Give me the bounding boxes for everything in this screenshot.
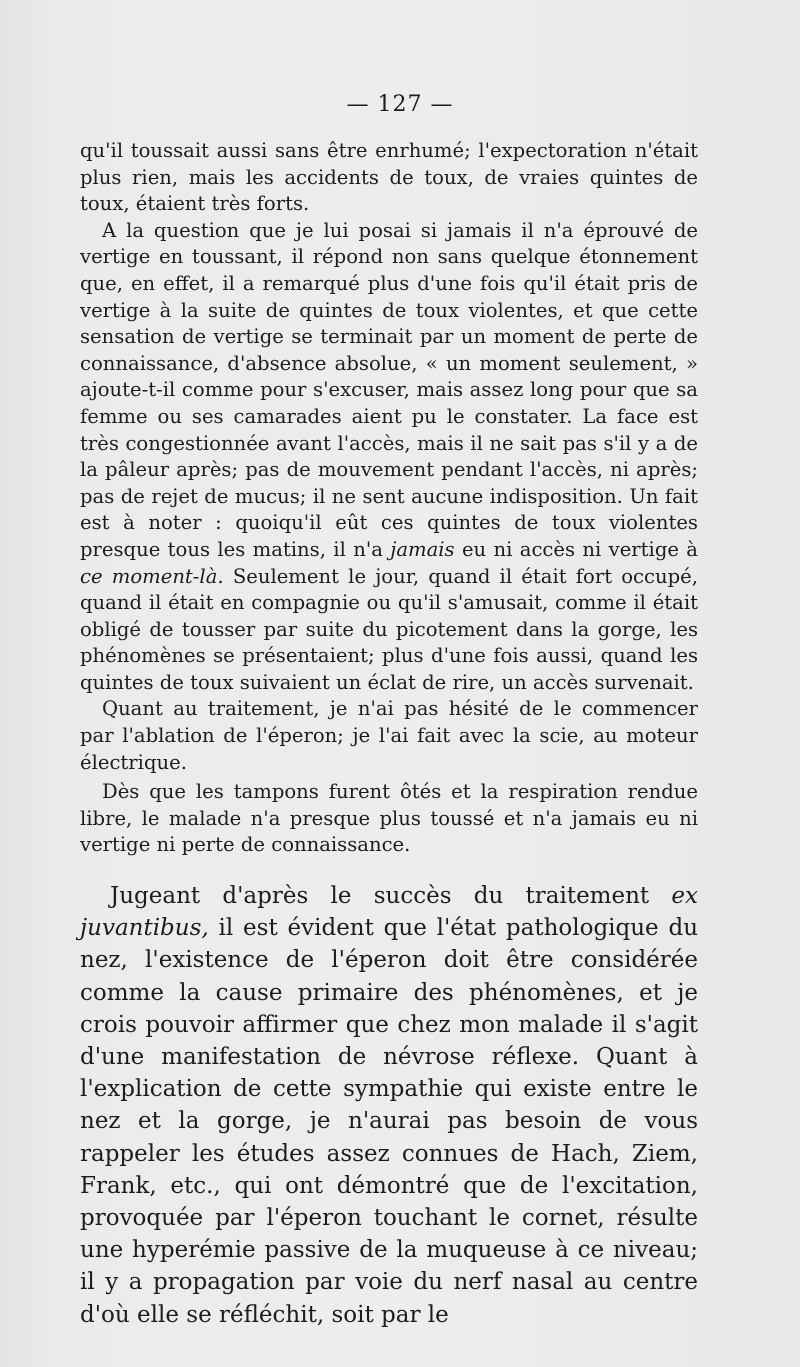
italic-text: jamais xyxy=(390,537,455,561)
paragraph: Dès que les tampons furent ôtés et la respiration rendue libre, le malade n'a presque plus toussé et n'a jamais eu ni vertige ni perte de connaissance. xyxy=(80,780,698,857)
page-number: — 127 — xyxy=(346,92,454,117)
paragraph: Jugeant d'après le succès du traitement ex juvantibus, il est évident que l'état pathologique du nez, l'existence de l'éperon doit être considérée comme la cause primaire des phénomènes, et je crois pouvoir affirmer que chez mon malade il s'agit d'une manifestation de névrose réflexe. Quant à l'explication de cette sympathie qui existe entre le nez et la gorge, je n'aurai pas besoin de vous rappeler les études assez connues de Hach, Ziem, Frank, etc., qui ont démontré que de l'excitation, provoquée par l'éperon touchant le cornet, résulte une hyperémie passive de la muqueuse à ce niveau; il y a propagation par voie du nerf nasal au centre d'où elle se réfléchit, soit par le xyxy=(80,883,699,1328)
paragraph: qu'il toussait aussi sans être enrhumé; l'expectoration n'était plus rien, mais les accidents de toux, de vraies quintes de toux, étaient très forts. xyxy=(80,139,698,216)
paragraph: Quant au traitement, je n'ai pas hésité de le commencer par l'ablation de l'éperon; je l'ai fait avec la scie, au moteur électrique. xyxy=(80,697,698,774)
italic-text: ex juvantibus, xyxy=(80,883,699,942)
paragraph: A la question que je lui posai si jamais il n'a éprouvé de vertige en toussant, il répond non sans quelque étonnement que, en effet, il a remarqué plus d'une fois qu'il était pris de vertige à la suite de quintes de toux violentes, et que cette sensation de vertige se terminait par un moment de perte de connaissance, d'absence absolue, « un moment seulement, » ajoute-t-il comme pour s'excuser, mais assez long pour que sa femme ou ses camarades aient pu le constater. La face est très congestionnée avant l'accès, mais il ne sait pas s'il y a de la pâleur après; pas de mouvement pendant l'accès, ni après; pas de rejet de mucus; il ne sent aucune indisposition. Un fait est à noter : quoiqu'il eût ces quintes de toux violentes presque tous les matins, il n'a jamais eu ni accès ni vertige à ce moment-là. Seulement le jour, quand il était fort occupé, quand il était en compagnie ou qu'il s'amusait, comme il était obligé de tousser par suite du picotement dans la gorge, les phénomènes se présentaient; plus d'une fois aussi, quand les quintes de toux suivaient un éclat de rire, un accès survenait. xyxy=(80,218,698,694)
case-report-section xyxy=(80,138,698,859)
discussion-section xyxy=(80,880,698,1331)
italic-text: ce moment-là. xyxy=(80,564,224,588)
